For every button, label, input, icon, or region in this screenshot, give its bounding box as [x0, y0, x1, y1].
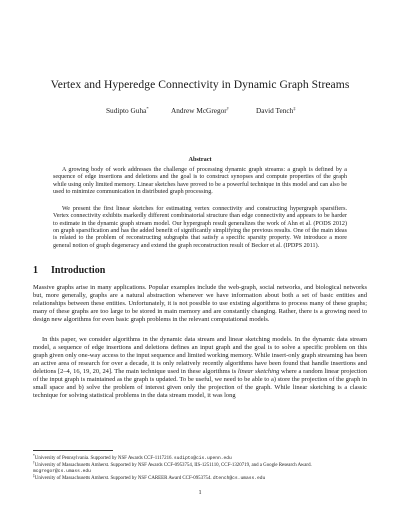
author — [256, 106, 296, 115]
footnote-mark: ‡ — [33, 474, 35, 478]
page-number: 1 — [198, 489, 202, 496]
author-name: Andrew McGregor — [171, 106, 227, 115]
footnote-text: University of Massachusetts Amherst. Supported by NSF Awards CCF-0953754, IIS-1251110, CCF-1320719, and a Google Research Award. — [34, 463, 312, 468]
section-heading — [33, 265, 105, 276]
author — [171, 106, 229, 115]
body-text-run: where a random linear projection of the input graph is maintained as the graph is updated. To be useful, we need to be able to a) store the projection of the graph in small space and b) solve the problem of interest given only the projection of the graph. While linear sketching is a classic technique for solving statistical problems in the data stream model, it was long — [33, 368, 367, 400]
author-footnote-mark: † — [226, 106, 230, 111]
abstract-paragraph — [53, 167, 347, 196]
body-paragraph — [33, 284, 367, 324]
footnote-text: University of Massachusetts Amherst. Supported by NSF CAREER Award CCF-0953754. — [34, 476, 212, 481]
author-footnote-mark: * — [146, 106, 149, 111]
author-list — [0, 106, 400, 118]
abstract-text: A growing body of work addresses the challenge of processing dynamic graph streams: a graph is defined by a sequence of edge insertions and deletions and the goal is to construct synopses and compute properties of the graph while using only limited memory. Linear sketches have proved to be a powerful technique in this model and can also be used to minimize communication in distributed graph processing. — [53, 167, 347, 196]
abstract-heading: Abstract — [188, 156, 212, 163]
paper-title: Vertex and Hyperedge Connectivity in Dynamic Graph Streams — [50, 78, 350, 91]
author-footnote-mark: ‡ — [293, 106, 296, 111]
footnote-mark: † — [33, 461, 35, 465]
author-name: Sudipto Guha — [106, 106, 147, 115]
author-name: David Tench — [256, 106, 294, 115]
footnote-email: sudipto@cis.upenn.edu — [173, 456, 232, 461]
body-text: Massive graphs arise in many applications. Popular examples include the web-graph, social networks, and biological networks but, more generally, graphs are a natural abstraction whenever we have information about both a set of basic entities and relationships between these entities. Unfortunately, it is not possible to use existing algorithms to process many of these graphs; many of these graphs are too large to be stored in main memory and are constantly changing. Rather, there is a growing need to design new algorithms for even basic graph problems in the relevant computational models. — [33, 284, 367, 324]
footnote — [33, 473, 367, 482]
footnote-text: University of Pennsylvania. Supported by NSF Awards CCF-1117216. — [34, 456, 173, 461]
author — [106, 106, 149, 115]
section-number: 1 — [33, 265, 38, 276]
body-text-run: In this paper, we consider algorithms in the dynamic data stream and linear sketching models. In the dynamic data stream model, a sequence of edge insertions and deletions defines an input graph and the goal is to solve a specific problem on this graph given only one-way access to the input sequence and limited working memory. While insert-only graph streaming has been an active area of research for over a decade, it is only relatively recently algorithms have been found that handle insertions and deletions [2–4, 16, 19, 20, 24]. The main technique used in these algorithms is — [33, 336, 367, 376]
section-title: Introduction — [51, 265, 106, 276]
emphasis-text: linear sketching — [237, 368, 280, 376]
body-text — [33, 336, 367, 400]
footnote-email: mcgregor@cs.umass.edu — [33, 469, 91, 475]
footnote-email: dtench@cs.umass.edu — [212, 476, 266, 481]
abstract-text: We present the first linear sketches for estimating vertex connectivity and constructing hypergraph sparsifiers. Vertex connectivity exhibits markedly different combinatorial structure than edge connectivity and appears to be harder to estimate in the dynamic graph stream model. Our hypergraph result generalizes the work of Ahn et al. (PODS 2012) on graph sparsification and has the added benefit of significantly simplifying the previous results. One of the main ideas is related to the problem of reconstructing subgraphs that satisfy a specific sparsity property. We introduce a more general notion of graph degeneracy and extend the graph reconstruction result of Becker et al. (IPDPS 2011). — [53, 206, 347, 249]
footnote-mark: * — [33, 454, 35, 458]
abstract-paragraph — [53, 206, 347, 250]
footnote-divider — [33, 450, 113, 451]
body-paragraph — [33, 336, 367, 400]
